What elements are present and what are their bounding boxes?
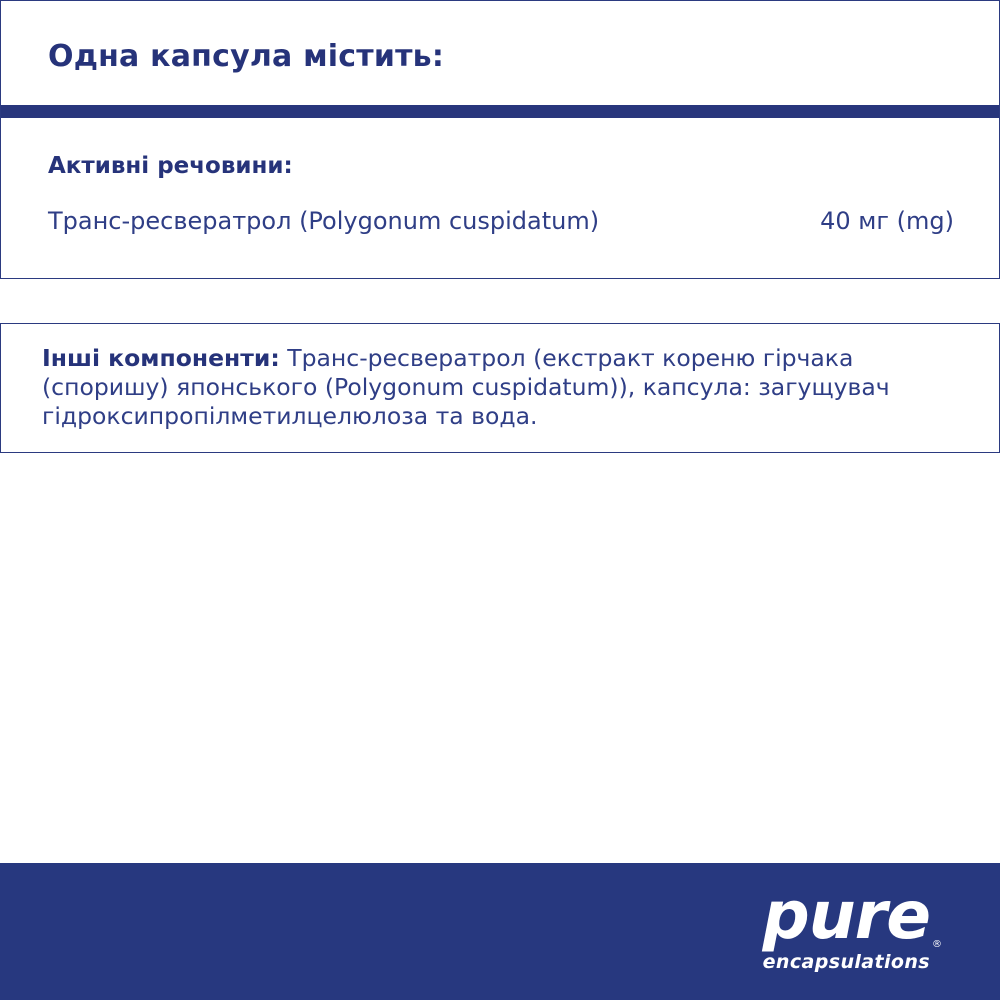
logo-subtitle: encapsulations [762,951,930,973]
other-ingredients-label: Інші компоненти: [42,344,280,372]
other-ingredients-list: Транс-ресвератрол (екстракт кореню гірчака (споришу) японського (Polygonum cuspidatum)), капсула: загущувач гідроксипропілметилцелюлоза та вода. [42,344,890,430]
facts-title: Одна капсула містить: [48,39,445,74]
facts-divider-bar [1,105,999,118]
registered-mark: ® [932,939,942,950]
pure-encapsulations-logo [762,877,942,973]
ingredient-name: Транс-ресвератрол (Polygonum cuspidatum) [48,207,600,235]
active-ingredients-heading: Активні речовини: [48,153,293,179]
other-ingredients-text [42,344,972,431]
logo-wordmark: pure [762,877,930,954]
other-ingredients-panel [0,323,1000,453]
brand-footer-band [0,863,1000,1000]
ingredient-amount: 40 мг (mg) [820,207,954,235]
supplement-facts-panel [0,0,1000,279]
ingredient-row [48,207,954,235]
